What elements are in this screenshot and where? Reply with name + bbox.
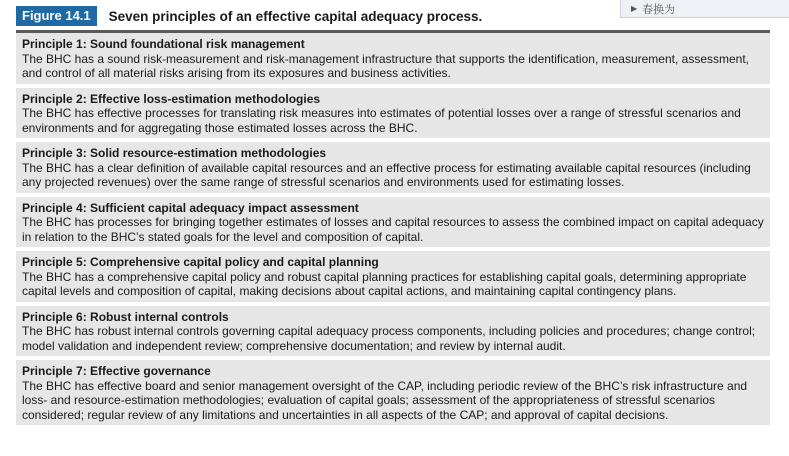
principle-title: Principle 3: Solid resource-estimation methodologies bbox=[22, 146, 327, 160]
figure-label: Figure 14.1 bbox=[16, 6, 97, 26]
principle-title: Principle 6: Robust internal controls bbox=[22, 309, 229, 324]
principle-1 bbox=[16, 33, 770, 88]
principle-text: The BHC has a sound risk-measurement and risk-management infrastructure that supports the identification, measurement, assessment, and control of all material risks arising from its exposures and business activities. bbox=[22, 51, 750, 80]
principle-title: Principle 4: Sufficient capital adequacy impact assessment bbox=[22, 200, 359, 215]
principle-title: Principle 7: Effective governance bbox=[22, 364, 211, 378]
principle-5 bbox=[16, 251, 770, 306]
principle-text: The BHC has processes for bringing together estimates of losses and capital resources to assess the combined impact on capital adequacy in relation to the BHC’s stated goals for the level and composition of capital. bbox=[22, 215, 764, 244]
principle-text: The BHC has robust internal controls governing capital adequacy process components, including policies and procedures; change control; model validation and independent review; comprehensive documentation; and review by internal audit. bbox=[22, 324, 756, 353]
figure-header bbox=[16, 6, 482, 26]
principle-text: The BHC has a clear definition of available capital resources and an effective process for estimating available capital resources (including any projected revenues) over the same range of stressful scenarios and environments used for estimating losses. bbox=[22, 160, 751, 189]
principle-7 bbox=[16, 360, 770, 429]
corner-popup-text: 春换为 bbox=[642, 3, 676, 16]
corner-popup[interactable] bbox=[620, 0, 789, 18]
principle-6 bbox=[16, 306, 770, 361]
principle-4 bbox=[16, 197, 770, 252]
principle-title: Principle 1: Sound foundational risk management bbox=[22, 37, 305, 51]
figure-title: Seven principles of an effective capital adequacy process. bbox=[108, 8, 483, 24]
principle-text: The BHC has effective board and senior management oversight of the CAP, including periodic review of the BHC’s risk infrastructure and loss- and resource-estimation methodologies; evaluation of capital goals; assessment of the appropriateness of stressful scenarios considered; regular review of any limitations and uncertainties in all aspects of the CAP; and approval of capital decisions. bbox=[22, 378, 748, 422]
principle-2 bbox=[16, 88, 770, 143]
principle-text: The BHC has a comprehensive capital policy and robust capital planning practices for establishing capital goals, determining appropriate capital levels and composition of capital, making decisions about capital actions, and maintaining capital contingency plans. bbox=[22, 269, 747, 298]
triangle-right-icon: ▶ bbox=[631, 4, 638, 13]
principle-title: Principle 2: Effective loss-estimation methodologies bbox=[22, 91, 321, 106]
principle-title: Principle 5: Comprehensive capital policy and capital planning bbox=[22, 255, 379, 269]
principle-text: The BHC has effective processes for translating risk measures into estimates of potential losses over a range of stressful scenarios and environments and for aggregating those estimated losses across the BHC. bbox=[22, 106, 741, 135]
principle-3 bbox=[16, 142, 770, 197]
principles-list bbox=[16, 30, 770, 429]
